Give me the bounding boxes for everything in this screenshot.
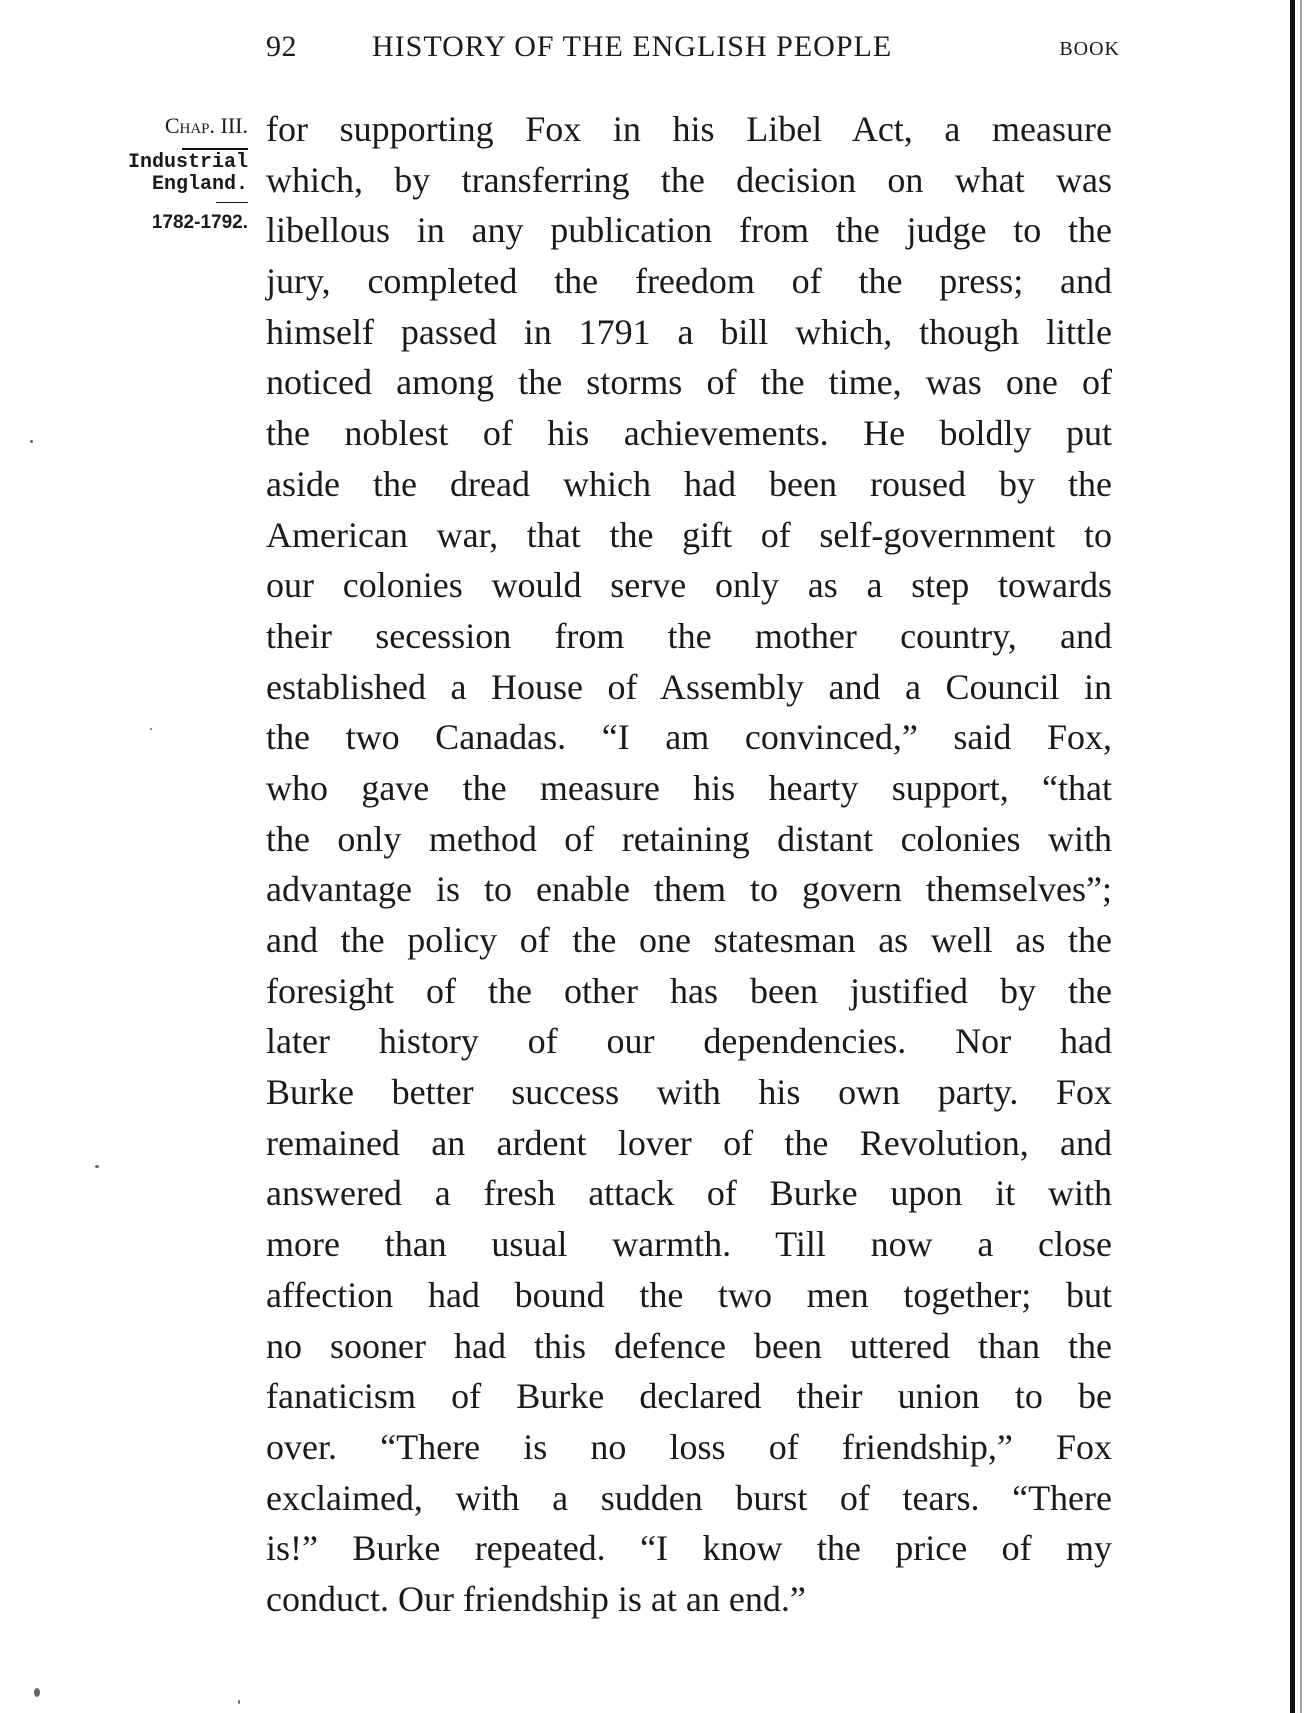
text-line: over. “There is no loss of friendship,” Fox: [266, 1426, 1112, 1467]
text-line: more than usual warmth. Till now a close: [266, 1224, 1112, 1265]
subject-line-2: England.: [151, 173, 248, 196]
scan-speck: [150, 728, 152, 730]
text-line: answered a fresh attack of Burke upon it with: [266, 1173, 1112, 1214]
text-line: noticed among the storms of the time, was one of: [266, 362, 1112, 403]
text-line: affection had bound the two men together; but: [266, 1274, 1112, 1315]
text-line: American war, that the gift of self-government to: [266, 514, 1112, 555]
page-edge-line: [1300, 0, 1302, 1713]
text-line: remained an ardent lover of the Revolution, and: [266, 1122, 1112, 1163]
text-line: himself passed in 1791 a bill which, though little: [266, 311, 1112, 352]
text-line: later history of our dependencies. Nor had: [266, 1021, 1112, 1062]
scan-speck: [95, 1165, 99, 1168]
text-line: our colonies would serve only as a step towards: [266, 565, 1112, 606]
text-line: no sooner had this defence been uttered than the: [266, 1325, 1112, 1366]
text-line: their secession from the mother country, and: [266, 615, 1112, 656]
text-line: the only method of retaining distant colonies with: [266, 818, 1112, 859]
text-line: established a House of Assembly and a Council in: [266, 666, 1112, 707]
scan-speck: [30, 440, 33, 443]
book-label: BOOK: [1059, 38, 1120, 60]
text-line: Burke better success with his own party. Fox: [266, 1072, 1112, 1113]
text-line: exclaimed, with a sudden burst of tears. “There: [266, 1477, 1112, 1518]
text-line: which, by transferring the decision on what was: [266, 159, 1112, 200]
text-line: for supporting Fox in his Libel Act, a measure: [266, 109, 1112, 149]
text-line: aside the dread which had been roused by the: [266, 463, 1112, 504]
margin-note: [112, 112, 248, 235]
scan-speck: [34, 1688, 40, 1697]
margin-rule: [182, 148, 248, 150]
text-line: foresight of the other has been justified by the: [266, 970, 1112, 1011]
scan-speck: [238, 1700, 240, 1704]
running-head: [266, 28, 1120, 72]
body-text: [266, 104, 1112, 1625]
text-line: jury, completed the freedom of the press; and: [266, 261, 1112, 302]
chapter-label: Chap. III.: [164, 113, 248, 138]
page-number: 92: [266, 30, 297, 63]
text-line: the two Canadas. “I am convinced,” said Fox,: [266, 717, 1112, 758]
text-line: the noblest of his achievements. He boldly put: [266, 413, 1112, 454]
text-line: libellous in any publication from the judge to the: [266, 210, 1112, 251]
date-range: 1782-1792.: [151, 212, 248, 233]
text-line: and the policy of the one statesman as well as the: [266, 920, 1112, 960]
subject-line-1: Industrial: [127, 151, 248, 174]
page-edge-shadow: [1290, 0, 1295, 1713]
text-line: advantage is to enable them to govern themselves”;: [266, 869, 1112, 910]
text-line: fanaticism of Burke declared their union to be: [266, 1376, 1112, 1417]
text-line: who gave the measure his hearty support, “that: [266, 767, 1112, 808]
margin-rule-short: [216, 202, 248, 203]
running-title: HISTORY OF THE ENGLISH PEOPLE: [372, 30, 893, 63]
text-line: conduct. Our friendship is at an end.”: [266, 1578, 806, 1619]
text-line: is!” Burke repeated. “I know the price of my: [266, 1528, 1112, 1569]
